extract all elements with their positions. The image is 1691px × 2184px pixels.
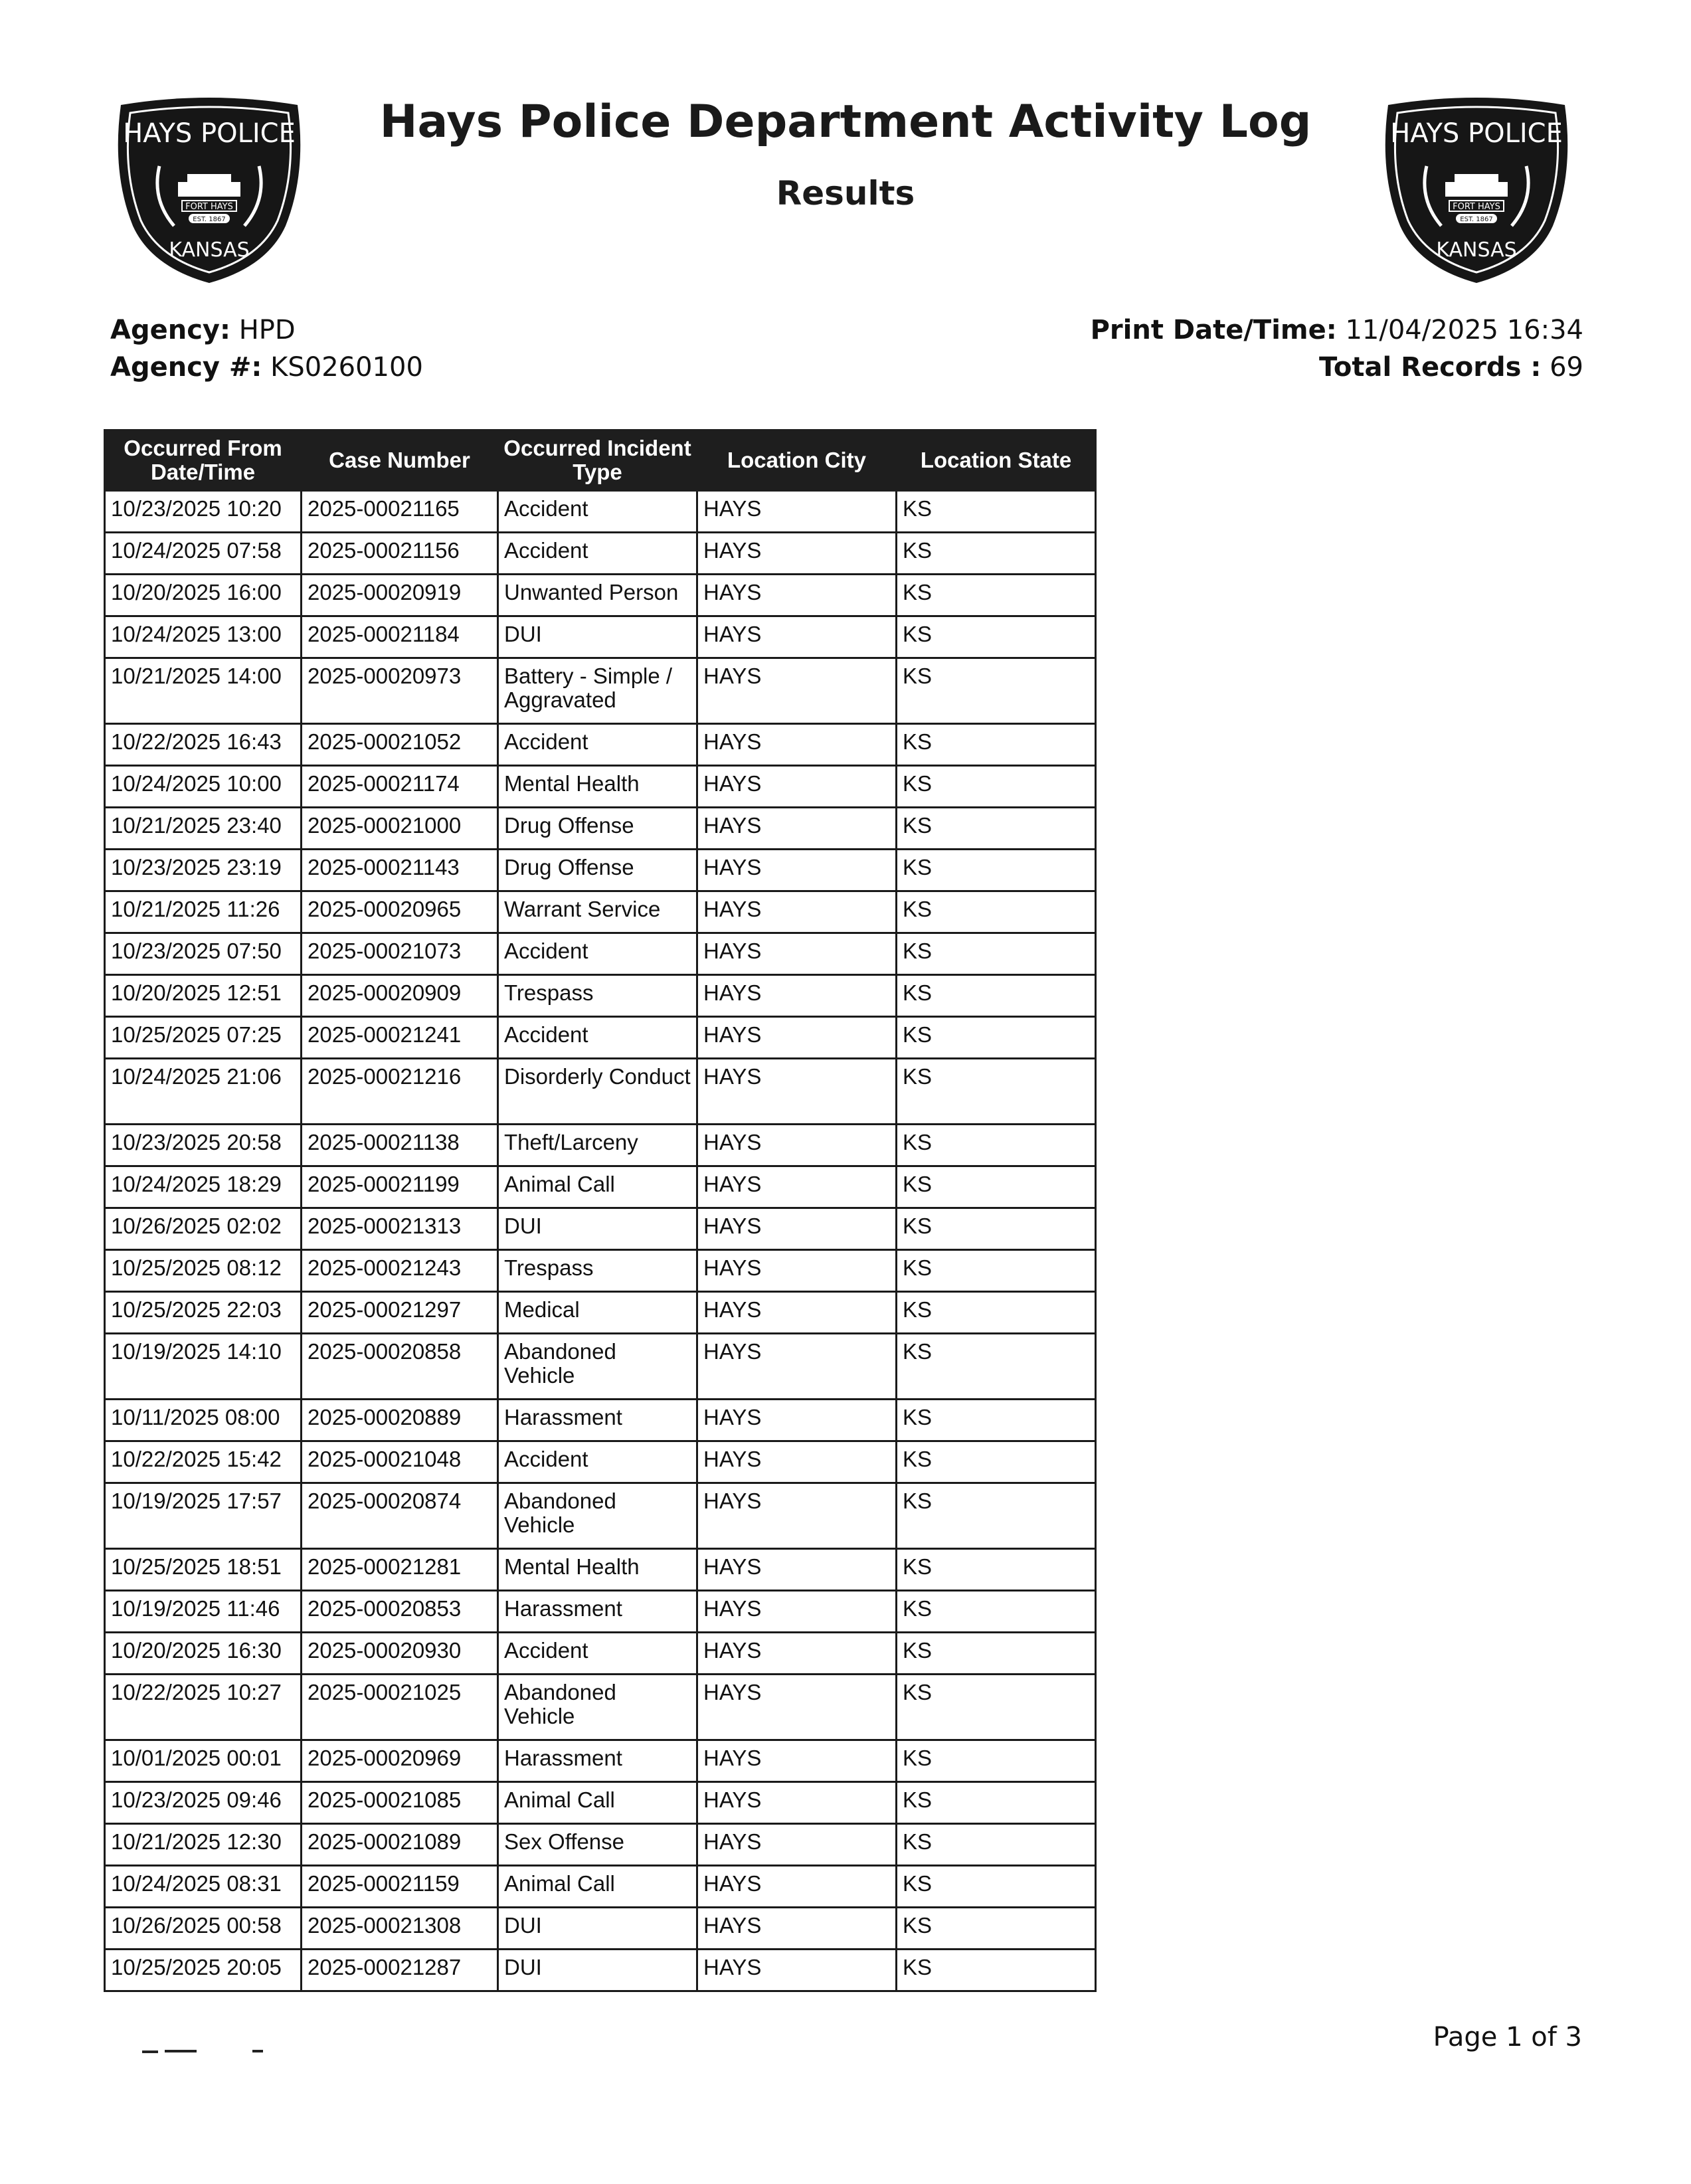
- table-row: [105, 575, 1096, 616]
- agency-number-value: KS0260100: [270, 352, 423, 383]
- incident-type-cell: Accident: [498, 724, 697, 766]
- case-number-cell: 2025-00020973: [302, 658, 498, 724]
- table-row: [105, 891, 1096, 933]
- location-state-cell: KS: [897, 491, 1096, 533]
- case-number-cell: 2025-00021216: [302, 1059, 498, 1125]
- case-number-cell: 2025-00020930: [302, 1633, 498, 1675]
- occurred-datetime-cell: 10/23/2025 20:58: [105, 1125, 302, 1166]
- incident-type-cell: Battery - Simple / Aggravated: [498, 658, 697, 724]
- location-state-cell: KS: [897, 1824, 1096, 1866]
- occurred-datetime-cell: 10/22/2025 16:43: [105, 724, 302, 766]
- location-state-cell: KS: [897, 1633, 1096, 1675]
- occurred-datetime-cell: 10/01/2025 00:01: [105, 1740, 302, 1782]
- incident-type-cell: Animal Call: [498, 1782, 697, 1824]
- table-row: [105, 1740, 1096, 1782]
- occurred-datetime-cell: 10/23/2025 09:46: [105, 1782, 302, 1824]
- incident-type-cell: DUI: [498, 1208, 697, 1250]
- incident-type-cell: Harassment: [498, 1591, 697, 1633]
- occurred-datetime-cell: 10/22/2025 15:42: [105, 1441, 302, 1483]
- occurred-datetime-cell: 10/25/2025 22:03: [105, 1292, 302, 1334]
- location-city-cell: HAYS: [697, 850, 897, 891]
- case-number-cell: 2025-00021184: [302, 616, 498, 658]
- badge-bottom-text: KANSAS: [169, 238, 250, 262]
- location-city-cell: HAYS: [697, 1549, 897, 1591]
- column-header: Occurred From Date/Time: [105, 430, 302, 491]
- case-number-cell: 2025-00021085: [302, 1782, 498, 1824]
- incident-type-cell: Trespass: [498, 975, 697, 1017]
- location-state-cell: KS: [897, 1125, 1096, 1166]
- location-city-cell: HAYS: [697, 1483, 897, 1549]
- agency-label: Agency:: [110, 315, 230, 345]
- table-row: [105, 1950, 1096, 1991]
- occurred-datetime-cell: 10/24/2025 21:06: [105, 1059, 302, 1125]
- case-number-cell: 2025-00021048: [302, 1441, 498, 1483]
- column-header: Case Number: [302, 430, 498, 491]
- incident-type-cell: Accident: [498, 533, 697, 575]
- footer-mark: [142, 2050, 158, 2053]
- location-state-cell: KS: [897, 1400, 1096, 1441]
- table-row: [105, 1591, 1096, 1633]
- location-city-cell: HAYS: [697, 1633, 897, 1675]
- occurred-datetime-cell: 10/21/2025 11:26: [105, 891, 302, 933]
- incident-type-cell: Unwanted Person: [498, 575, 697, 616]
- location-city-cell: HAYS: [697, 491, 897, 533]
- location-city-cell: HAYS: [697, 1441, 897, 1483]
- location-state-cell: KS: [897, 1208, 1096, 1250]
- occurred-datetime-cell: 10/23/2025 23:19: [105, 850, 302, 891]
- location-state-cell: KS: [897, 1591, 1096, 1633]
- location-state-cell: KS: [897, 891, 1096, 933]
- case-number-cell: 2025-00020889: [302, 1400, 498, 1441]
- print-datetime-value: 11/04/2025 16:34: [1345, 315, 1583, 345]
- location-state-cell: KS: [897, 1059, 1096, 1125]
- badge-est-text: EST. 1867: [1460, 216, 1493, 223]
- table-row: [105, 933, 1096, 975]
- location-city-cell: HAYS: [697, 658, 897, 724]
- incident-type-cell: Medical: [498, 1292, 697, 1334]
- case-number-cell: 2025-00021165: [302, 491, 498, 533]
- occurred-datetime-cell: 10/20/2025 16:00: [105, 575, 302, 616]
- total-records-label: Total Records :: [1318, 352, 1542, 383]
- case-number-cell: 2025-00020965: [302, 891, 498, 933]
- location-city-cell: HAYS: [697, 891, 897, 933]
- table-row: [105, 1824, 1096, 1866]
- occurred-datetime-cell: 10/20/2025 16:30: [105, 1633, 302, 1675]
- table-row: [105, 975, 1096, 1017]
- location-state-cell: KS: [897, 616, 1096, 658]
- table-row: [105, 1633, 1096, 1675]
- table-row: [105, 1125, 1096, 1166]
- location-state-cell: KS: [897, 933, 1096, 975]
- occurred-datetime-cell: 10/25/2025 20:05: [105, 1950, 302, 1991]
- location-city-cell: HAYS: [697, 1400, 897, 1441]
- incident-type-cell: Accident: [498, 1441, 697, 1483]
- location-state-cell: KS: [897, 1740, 1096, 1782]
- case-number-cell: 2025-00020874: [302, 1483, 498, 1549]
- footer-mark: [165, 2050, 197, 2052]
- incident-type-cell: Drug Offense: [498, 850, 697, 891]
- incident-type-cell: Accident: [498, 1017, 697, 1059]
- total-records-line: [1319, 352, 1583, 383]
- location-state-cell: KS: [897, 850, 1096, 891]
- location-city-cell: HAYS: [697, 1908, 897, 1950]
- incident-type-cell: Harassment: [498, 1740, 697, 1782]
- incident-type-cell: Sex Offense: [498, 1824, 697, 1866]
- badge-top-text: HAYS POLICE: [123, 118, 296, 149]
- occurred-datetime-cell: 10/24/2025 07:58: [105, 533, 302, 575]
- case-number-cell: 2025-00021000: [302, 808, 498, 850]
- case-number-cell: 2025-00020919: [302, 575, 498, 616]
- incident-type-cell: Animal Call: [498, 1866, 697, 1908]
- table-row: [105, 1250, 1096, 1292]
- location-city-cell: HAYS: [697, 575, 897, 616]
- location-city-cell: HAYS: [697, 1250, 897, 1292]
- incident-type-cell: Accident: [498, 933, 697, 975]
- table-row: [105, 1441, 1096, 1483]
- location-state-cell: KS: [897, 1950, 1096, 1991]
- table-row: [105, 1017, 1096, 1059]
- occurred-datetime-cell: 10/23/2025 07:50: [105, 933, 302, 975]
- occurred-datetime-cell: 10/20/2025 12:51: [105, 975, 302, 1017]
- incident-type-cell: Mental Health: [498, 766, 697, 808]
- incident-type-cell: Animal Call: [498, 1166, 697, 1208]
- footer-mark: [252, 2050, 263, 2052]
- incident-type-cell: Disorderly Conduct: [498, 1059, 697, 1125]
- table-row: [105, 533, 1096, 575]
- table-row: [105, 1208, 1096, 1250]
- occurred-datetime-cell: 10/21/2025 23:40: [105, 808, 302, 850]
- occurred-datetime-cell: 10/19/2025 11:46: [105, 1591, 302, 1633]
- case-number-cell: 2025-00021138: [302, 1125, 498, 1166]
- location-state-cell: KS: [897, 724, 1096, 766]
- occurred-datetime-cell: 10/19/2025 14:10: [105, 1334, 302, 1400]
- occurred-datetime-cell: 10/24/2025 13:00: [105, 616, 302, 658]
- table-row: [105, 1292, 1096, 1334]
- location-city-cell: HAYS: [697, 533, 897, 575]
- location-state-cell: KS: [897, 1908, 1096, 1950]
- occurred-datetime-cell: 10/24/2025 18:29: [105, 1166, 302, 1208]
- print-datetime-line: [1091, 315, 1583, 345]
- location-state-cell: KS: [897, 1866, 1096, 1908]
- case-number-cell: 2025-00021287: [302, 1950, 498, 1991]
- table-row: [105, 1675, 1096, 1740]
- case-number-cell: 2025-00020969: [302, 1740, 498, 1782]
- page-title: Hays Police Department Activity Log: [379, 96, 1312, 148]
- location-state-cell: KS: [897, 575, 1096, 616]
- case-number-cell: 2025-00021313: [302, 1208, 498, 1250]
- location-city-cell: HAYS: [697, 933, 897, 975]
- location-state-cell: KS: [897, 1549, 1096, 1591]
- table-row: [105, 616, 1096, 658]
- location-state-cell: KS: [897, 1292, 1096, 1334]
- badge-est-text: EST. 1867: [193, 216, 226, 223]
- location-city-cell: HAYS: [697, 1591, 897, 1633]
- location-state-cell: KS: [897, 1483, 1096, 1549]
- location-city-cell: HAYS: [697, 1208, 897, 1250]
- incident-type-cell: Accident: [498, 1633, 697, 1675]
- location-state-cell: KS: [897, 1250, 1096, 1292]
- case-number-cell: 2025-00021025: [302, 1675, 498, 1740]
- table-row: [105, 724, 1096, 766]
- table-row: [105, 1782, 1096, 1824]
- agency-number-label: Agency #:: [110, 352, 262, 383]
- agency-value: HPD: [238, 315, 296, 345]
- incident-type-cell: DUI: [498, 1908, 697, 1950]
- location-city-cell: HAYS: [697, 1166, 897, 1208]
- incident-type-cell: Harassment: [498, 1400, 697, 1441]
- column-header: Location State: [897, 430, 1096, 491]
- incident-type-cell: DUI: [498, 1950, 697, 1991]
- occurred-datetime-cell: 10/24/2025 08:31: [105, 1866, 302, 1908]
- table-row: [105, 491, 1096, 533]
- location-city-cell: HAYS: [697, 1782, 897, 1824]
- incident-type-cell: Trespass: [498, 1250, 697, 1292]
- location-state-cell: KS: [897, 975, 1096, 1017]
- table-row: [105, 1334, 1096, 1400]
- table-row: [105, 1059, 1096, 1125]
- table-row: [105, 1483, 1096, 1549]
- incident-type-cell: Accident: [498, 491, 697, 533]
- case-number-cell: 2025-00021089: [302, 1824, 498, 1866]
- occurred-datetime-cell: 10/23/2025 10:20: [105, 491, 302, 533]
- incident-type-cell: Abandoned Vehicle: [498, 1483, 697, 1549]
- column-header: Occurred Incident Type: [498, 430, 697, 491]
- column-header: Location City: [697, 430, 897, 491]
- case-number-cell: 2025-00021243: [302, 1250, 498, 1292]
- agency-line: [110, 315, 296, 345]
- incident-type-cell: DUI: [498, 616, 697, 658]
- incident-type-cell: Drug Offense: [498, 808, 697, 850]
- table-row: [105, 808, 1096, 850]
- incident-type-cell: Abandoned Vehicle: [498, 1334, 697, 1400]
- location-state-cell: KS: [897, 1166, 1096, 1208]
- badge-top-text: HAYS POLICE: [1390, 118, 1563, 149]
- agency-number-line: [110, 352, 423, 383]
- case-number-cell: 2025-00020853: [302, 1591, 498, 1633]
- location-state-cell: KS: [897, 1017, 1096, 1059]
- occurred-datetime-cell: 10/25/2025 18:51: [105, 1549, 302, 1591]
- table-row: [105, 1549, 1096, 1591]
- case-number-cell: 2025-00020858: [302, 1334, 498, 1400]
- table-row: [105, 850, 1096, 891]
- occurred-datetime-cell: 10/19/2025 17:57: [105, 1483, 302, 1549]
- table-body: [105, 491, 1096, 1991]
- case-number-cell: 2025-00021156: [302, 533, 498, 575]
- location-state-cell: KS: [897, 658, 1096, 724]
- incident-type-cell: Abandoned Vehicle: [498, 1675, 697, 1740]
- table-row: [105, 1166, 1096, 1208]
- location-state-cell: KS: [897, 1441, 1096, 1483]
- case-number-cell: 2025-00021052: [302, 724, 498, 766]
- occurred-datetime-cell: 10/21/2025 14:00: [105, 658, 302, 724]
- occurred-datetime-cell: 10/24/2025 10:00: [105, 766, 302, 808]
- location-city-cell: HAYS: [697, 1292, 897, 1334]
- print-datetime-label: Print Date/Time:: [1090, 315, 1337, 345]
- location-state-cell: KS: [897, 766, 1096, 808]
- location-city-cell: HAYS: [697, 1059, 897, 1125]
- table-row: [105, 658, 1096, 724]
- location-state-cell: KS: [897, 1675, 1096, 1740]
- incident-type-cell: Theft/Larceny: [498, 1125, 697, 1166]
- location-city-cell: HAYS: [697, 1675, 897, 1740]
- case-number-cell: 2025-00021073: [302, 933, 498, 975]
- location-city-cell: HAYS: [697, 766, 897, 808]
- case-number-cell: 2025-00020909: [302, 975, 498, 1017]
- occurred-datetime-cell: 10/25/2025 07:25: [105, 1017, 302, 1059]
- occurred-datetime-cell: 10/22/2025 10:27: [105, 1675, 302, 1740]
- location-city-cell: HAYS: [697, 1017, 897, 1059]
- table-row: [105, 1908, 1096, 1950]
- total-records-value: 69: [1550, 352, 1583, 383]
- case-number-cell: 2025-00021308: [302, 1908, 498, 1950]
- location-city-cell: HAYS: [697, 1824, 897, 1866]
- case-number-cell: 2025-00021174: [302, 766, 498, 808]
- location-state-cell: KS: [897, 808, 1096, 850]
- page-subtitle: Results: [776, 174, 915, 213]
- occurred-datetime-cell: 10/11/2025 08:00: [105, 1400, 302, 1441]
- table-header-row: [105, 430, 1096, 491]
- incident-type-cell: Mental Health: [498, 1549, 697, 1591]
- table-row: [105, 1400, 1096, 1441]
- location-city-cell: HAYS: [697, 724, 897, 766]
- location-city-cell: HAYS: [697, 975, 897, 1017]
- occurred-datetime-cell: 10/25/2025 08:12: [105, 1250, 302, 1292]
- occurred-datetime-cell: 10/26/2025 00:58: [105, 1908, 302, 1950]
- activity-log-table: [104, 429, 1097, 1992]
- case-number-cell: 2025-00021281: [302, 1549, 498, 1591]
- occurred-datetime-cell: 10/21/2025 12:30: [105, 1824, 302, 1866]
- location-city-cell: HAYS: [697, 1866, 897, 1908]
- location-city-cell: HAYS: [697, 808, 897, 850]
- location-city-cell: HAYS: [697, 1950, 897, 1991]
- location-city-cell: HAYS: [697, 1334, 897, 1400]
- table-row: [105, 1866, 1096, 1908]
- badge-bottom-text: KANSAS: [1436, 238, 1517, 262]
- badge-middle-text: FORT HAYS: [1453, 202, 1500, 212]
- location-state-cell: KS: [897, 533, 1096, 575]
- case-number-cell: 2025-00021241: [302, 1017, 498, 1059]
- location-state-cell: KS: [897, 1334, 1096, 1400]
- occurred-datetime-cell: 10/26/2025 02:02: [105, 1208, 302, 1250]
- location-city-cell: HAYS: [697, 1740, 897, 1782]
- badge-middle-text: FORT HAYS: [185, 202, 233, 212]
- case-number-cell: 2025-00021143: [302, 850, 498, 891]
- page-number: Page 1 of 3: [1433, 2022, 1582, 2052]
- location-city-cell: HAYS: [697, 616, 897, 658]
- incident-type-cell: Warrant Service: [498, 891, 697, 933]
- location-city-cell: HAYS: [697, 1125, 897, 1166]
- case-number-cell: 2025-00021297: [302, 1292, 498, 1334]
- location-state-cell: KS: [897, 1782, 1096, 1824]
- table-row: [105, 766, 1096, 808]
- case-number-cell: 2025-00021159: [302, 1866, 498, 1908]
- case-number-cell: 2025-00021199: [302, 1166, 498, 1208]
